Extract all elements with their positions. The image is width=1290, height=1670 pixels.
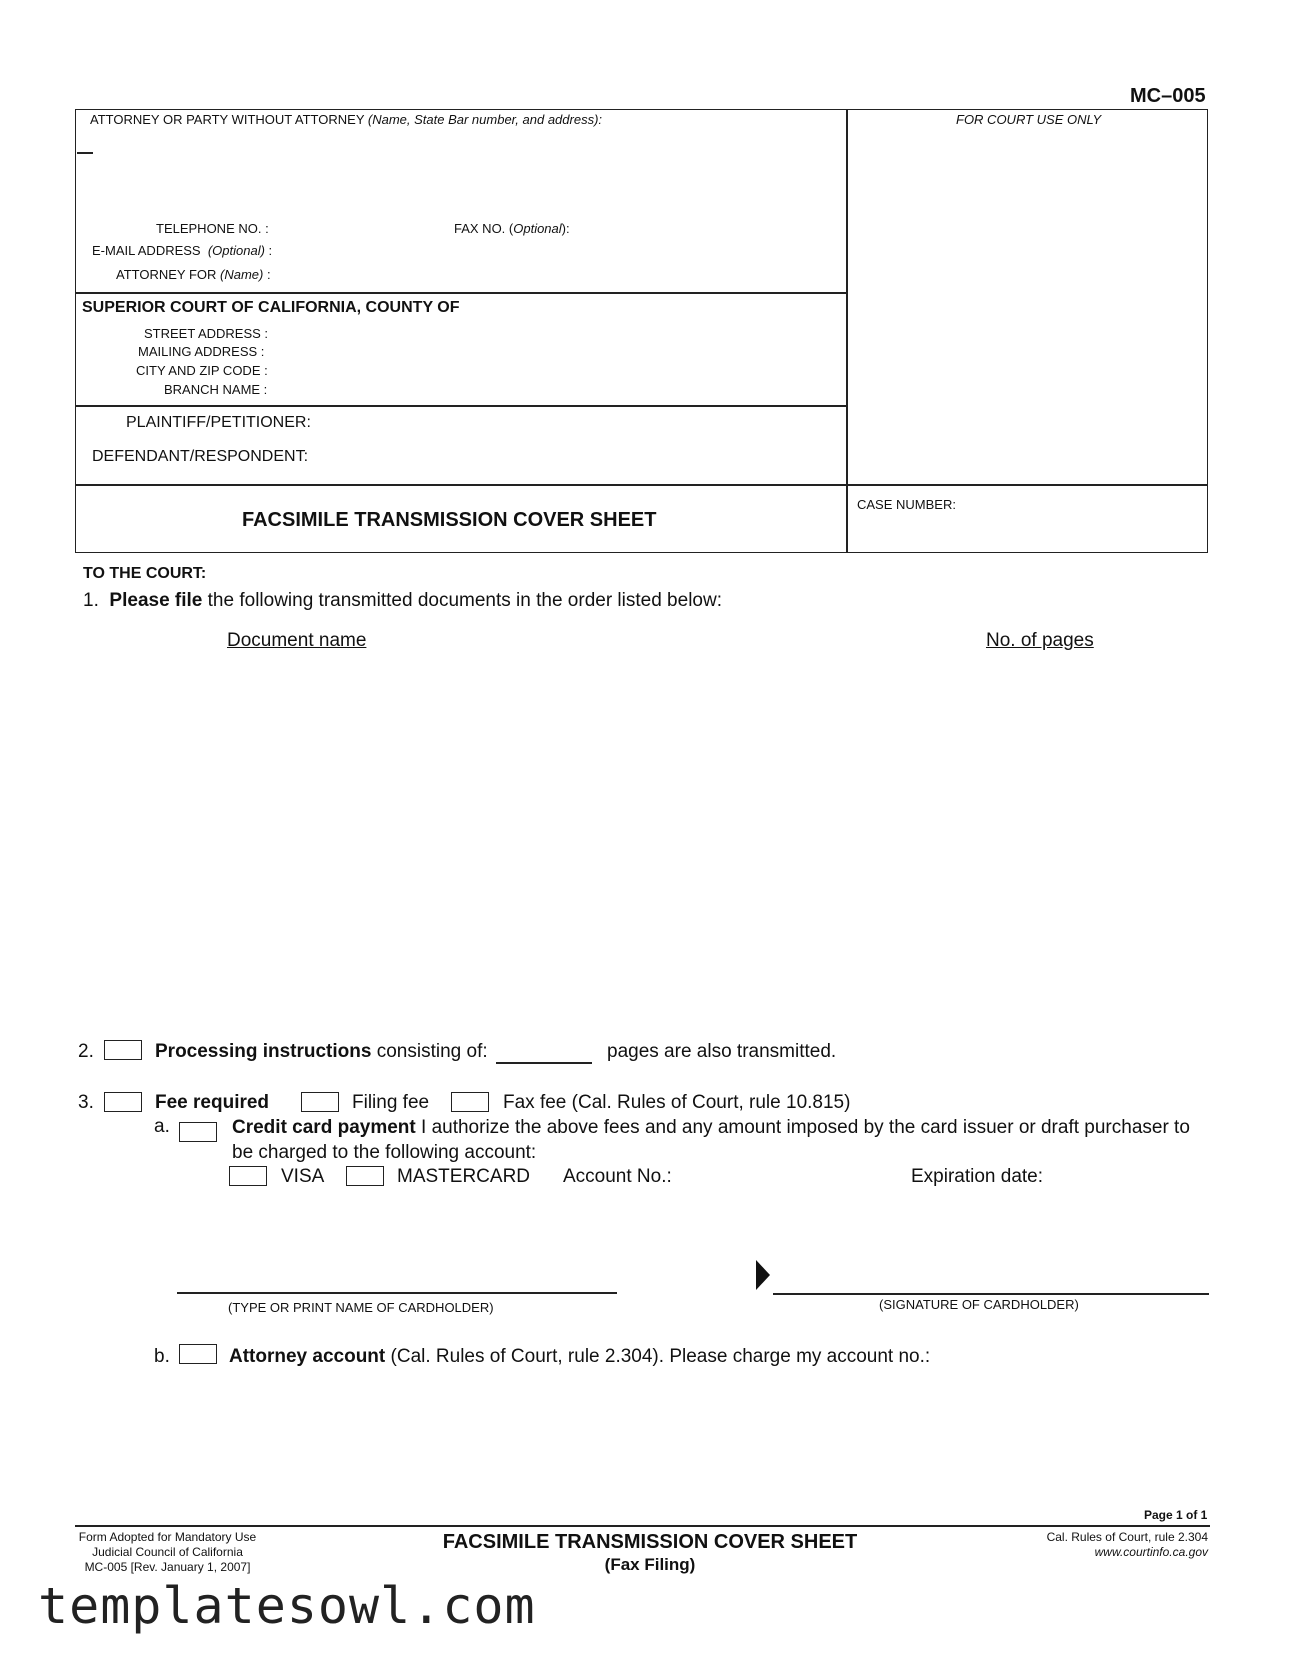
filing-fee-checkbox[interactable] <box>301 1092 339 1112</box>
footer-subtitle: (Fax Filing) <box>604 1555 696 1574</box>
fax-label: FAX NO. (Optional): <box>454 221 570 236</box>
telephone-label: TELEPHONE NO. : <box>156 221 269 236</box>
processing-pages-blank[interactable] <box>496 1062 592 1064</box>
filing-fee-label: Filing fee <box>352 1092 430 1113</box>
attorney-for-label: ATTORNEY FOR (Name) : <box>116 267 271 282</box>
page-number: Page 1 of 1 <box>1144 1508 1208 1522</box>
item-2-text: Processing instructions consisting of: <box>155 1041 488 1062</box>
form-title: FACSIMILE TRANSMISSION COVER SHEET <box>242 509 657 531</box>
footer-title: FACSIMILE TRANSMISSION COVER SHEET <box>442 1531 858 1553</box>
attorney-label: ATTORNEY OR PARTY WITHOUT ATTORNEY (Name, State Bar number, and address): <box>90 112 603 127</box>
attorney-account-text: Attorney account (Cal. Rules of Court, rule 2.304). Please charge my account no.: <box>229 1346 931 1367</box>
b-label: b. <box>154 1346 170 1367</box>
col-pages: No. of pages <box>986 630 1094 651</box>
cardholder-signature-line[interactable] <box>773 1293 1209 1295</box>
courtinfo-link[interactable]: www.courtinfo.ca.gov <box>1094 1545 1208 1559</box>
cardholder-signature-caption: (SIGNATURE OF CARDHOLDER) <box>879 1297 1079 1312</box>
form-code: MC–005 <box>1130 85 1206 107</box>
fax-fee-checkbox[interactable] <box>451 1092 489 1112</box>
footer-adopted: Form Adopted for Mandatory Use Judicial Council of California MC-005 [Rev. January 1, 2007] <box>78 1530 257 1574</box>
cardholder-name-line[interactable] <box>177 1292 617 1294</box>
item-2-tail: pages are also transmitted. <box>607 1041 837 1062</box>
credit-card-checkbox[interactable] <box>179 1122 217 1142</box>
item-3-num: 3. <box>78 1092 94 1113</box>
fee-required-label: Fee required <box>155 1092 270 1113</box>
account-no-label: Account No.: <box>563 1166 672 1187</box>
visa-label: VISA <box>281 1166 325 1187</box>
credit-card-text-2: be charged to the following account: <box>232 1142 537 1163</box>
col-document-name: Document name <box>227 630 367 651</box>
visa-checkbox[interactable] <box>229 1166 267 1186</box>
email-label: E-MAIL ADDRESS (Optional) : <box>92 243 273 258</box>
rule-court <box>75 405 846 407</box>
fax-fee-label: Fax fee (Cal. Rules of Court, rule 10.815) <box>503 1092 851 1113</box>
credit-card-text: Credit card payment I authorize the above fees and any amount imposed by the card issuer or draft purchaser to <box>232 1117 1190 1138</box>
watermark: templatesowl.com <box>38 1577 536 1635</box>
rule-attorney <box>75 292 846 294</box>
court-name: SUPERIOR COURT OF CALIFORNIA, COUNTY OF <box>82 299 460 316</box>
expiration-label: Expiration date: <box>911 1166 1044 1187</box>
court-use-label: FOR COURT USE ONLY <box>956 112 1102 127</box>
cardholder-name-caption: (TYPE OR PRINT NAME OF CARDHOLDER) <box>228 1300 494 1315</box>
item-2-num: 2. <box>78 1041 94 1062</box>
a-label: a. <box>154 1116 170 1137</box>
caption-divider <box>846 109 848 553</box>
fee-required-checkbox[interactable] <box>104 1092 142 1112</box>
mastercard-label: MASTERCARD <box>397 1166 531 1187</box>
plaintiff-label: PLAINTIFF/PETITIONER: <box>126 414 311 431</box>
item-1: 1. Please file the following transmitted documents in the order listed below: <box>83 590 722 611</box>
footer-rule <box>75 1525 1210 1527</box>
mastercard-checkbox[interactable] <box>346 1166 384 1186</box>
defendant-label: DEFENDANT/RESPONDENT: <box>92 448 309 465</box>
case-number-label: CASE NUMBER: <box>857 497 956 512</box>
rule-parties <box>75 484 1208 486</box>
signature-arrow-icon <box>754 1258 772 1292</box>
branch-label: BRANCH NAME : <box>164 382 268 397</box>
processing-checkbox[interactable] <box>104 1040 142 1060</box>
to-court: TO THE COURT: <box>83 565 207 582</box>
city-label: CITY AND ZIP CODE : <box>136 363 268 378</box>
footer-rules: Cal. Rules of Court, rule 2.304 www.courtinfo.ca.gov <box>990 1530 1208 1560</box>
mailing-label: MAILING ADDRESS : <box>138 344 265 359</box>
street-label: STREET ADDRESS : <box>144 326 269 341</box>
rule-tick <box>77 152 93 154</box>
attorney-account-checkbox[interactable] <box>179 1344 217 1364</box>
